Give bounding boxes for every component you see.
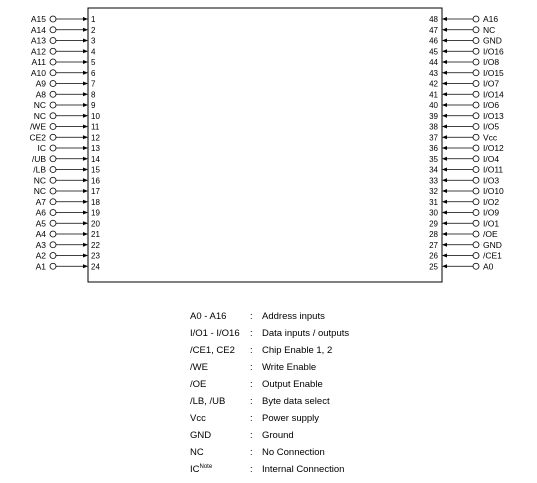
pin-label: NC [33,186,46,196]
pin-arrow-icon [83,146,88,150]
pin-number: 24 [91,262,100,272]
pin-terminal-circle [50,70,56,76]
pin-arrow-icon [83,125,88,129]
pin-label: A14 [30,24,46,35]
legend-separator: : [250,396,253,407]
pin-15 [33,165,100,175]
pin-number: 46 [429,36,438,46]
pin-terminal-circle [50,253,56,259]
pin-number: 32 [429,187,438,196]
pin-number: 39 [429,111,438,121]
pin-8 [36,89,96,99]
pin-arrow-icon [83,157,88,161]
pin-label: I/O9 [483,207,500,218]
pin-19 [36,208,101,218]
pin-number: 40 [429,101,438,110]
legend-symbol: Vcc [190,413,206,424]
pin-terminal-circle [473,59,479,65]
pin-terminal-circle [473,27,479,33]
pin-label: /WE [29,121,46,132]
pin-terminal-circle [50,59,56,65]
pin-terminal-circle [473,156,479,162]
pin-terminal-circle [473,38,479,44]
pin-number: 27 [429,240,438,250]
pin-label: NC [483,24,496,35]
pin-terminal-circle [50,134,56,140]
pin-number: 25 [429,262,438,272]
pin-number: 48 [429,15,438,24]
pin-17 [34,186,101,196]
pin-label: A16 [483,14,499,24]
pin-10 [34,111,101,121]
pin-label: I/O6 [483,100,500,110]
legend-row [190,427,530,444]
pin-terminal-circle [50,210,56,216]
pin-terminal-circle [50,231,56,237]
pin-terminal-circle [473,177,479,183]
pin-arrow-icon [83,82,88,86]
pin-arrow-icon [83,264,88,268]
legend-row [190,308,530,325]
pin-number: 5 [91,58,96,67]
pin-7 [36,79,96,89]
legend-description: Chip Enable 1, 2 [262,345,333,356]
legend-description: Byte data select [262,396,330,407]
pin-13 [38,143,101,153]
pin-label: I/O13 [483,110,504,121]
pin-terminal-circle [50,81,56,87]
pin-arrow-icon [83,168,88,172]
pin-23 [36,251,101,261]
pin-label: A13 [30,35,46,46]
pin-label: I/O7 [483,78,500,89]
legend-separator: : [250,379,253,390]
pin-21 [36,229,101,239]
pin-terminal-circle [473,124,479,130]
pin-terminal-circle [50,124,56,130]
pin-terminal-circle [473,242,479,248]
pin-label: I/O16 [483,46,504,57]
pin-number: 31 [429,197,438,207]
pin-number: 44 [429,58,438,67]
legend-row [190,359,530,376]
pin-9 [34,100,96,110]
pin-terminal-circle [473,70,479,76]
pin-label: A9 [35,78,46,89]
pin-label: A5 [35,218,46,229]
pin-arrow-icon [83,178,88,182]
pin-number: 17 [91,187,100,196]
pin-number: 37 [429,133,438,143]
pin-terminal-circle [50,188,56,194]
pin-14 [32,154,101,164]
pin-label: GND [483,35,502,46]
legend-separator: : [250,345,253,356]
pin-number: 6 [91,68,96,78]
pin-terminal-circle [50,199,56,205]
pin-label: I/O11 [483,164,504,175]
legend-row [190,325,530,342]
pin-terminal-circle [50,242,56,248]
legend-symbol: $IC^{Note}$ [190,463,213,475]
pin-number: 42 [429,79,438,89]
pin-label: A7 [35,196,46,207]
pin-label: I/O3 [483,175,500,186]
pin-3 [31,36,96,46]
pin-terminal-circle [473,263,479,269]
pin-arrow-icon [83,17,88,21]
pin-number: 45 [429,47,438,57]
pin-number: 35 [429,154,438,164]
pin-number: 28 [429,230,438,239]
pin-label: NC [33,100,46,110]
pin-terminal-circle [473,16,479,22]
pin-label: I/O5 [483,121,500,132]
legend-symbol: I/O1 - I/O16 [190,328,240,339]
pin-terminal-circle [473,81,479,87]
legend-symbol: /LB, /UB [190,396,226,407]
pin-terminal-circle [473,134,479,140]
pin-label: A3 [35,239,46,250]
pin-number: 8 [91,90,96,100]
legend-note-superscript: Note [199,463,213,470]
legend-row [190,444,530,461]
pin-terminal-circle [473,210,479,216]
legend-description: Ground [262,430,294,441]
pin-18 [36,197,101,207]
legend-symbol: /WE [190,362,208,373]
pin-number: 22 [91,240,100,250]
pin-label: A0 [483,261,494,272]
pin-label: NC [33,110,46,121]
legend-separator: : [250,362,253,373]
pin-number: 38 [429,122,438,132]
legend-row [190,342,530,359]
legend-symbol: /OE [190,379,207,390]
pin-terminal-circle [50,38,56,44]
pin-terminal-circle [473,48,479,54]
pin-number: 11 [91,122,100,132]
pin-terminal-circle [50,91,56,97]
pin-label: I/O2 [483,196,500,207]
pin-number: 12 [91,133,100,143]
pin-label: I/O10 [483,186,504,196]
pin-label: I/O14 [483,89,504,100]
pin-number: 20 [91,219,100,229]
pin-1 [31,14,96,24]
pin-terminal-circle [50,16,56,22]
pin-arrow-icon [83,71,88,75]
pin-label: A2 [35,250,46,261]
legend-description: Output Enable [262,379,323,390]
pin-22 [36,240,101,250]
pin-number: 15 [91,165,100,175]
legend-symbol: NC [190,447,204,458]
legend-description: Address inputs [262,311,325,322]
legend-symbol: /CE1, CE2 [190,345,235,356]
chip-body [88,8,442,282]
pin-number: 23 [91,251,100,261]
pin-label: I/O4 [483,153,500,164]
legend-row [190,461,530,478]
pin-arrow-icon [83,39,88,43]
pin-16 [34,175,101,185]
legend-description: Data inputs / outputs [262,328,350,339]
pin-number: 2 [91,25,96,35]
pin-6 [31,68,96,78]
pin-arrow-icon [83,103,88,107]
pin-2 [31,25,96,35]
pin-arrow-icon [83,28,88,32]
pin-label: A12 [30,46,46,57]
pin-label: A15 [30,14,46,24]
legend-symbol: GND [190,430,212,441]
legend-description: Internal Connection [262,464,345,475]
pin-terminal-circle [50,113,56,119]
pin-label: GND [483,239,502,250]
pin-terminal-circle [473,91,479,97]
legend-symbol: A0 - A16 [190,311,227,322]
pin-terminal-circle [50,48,56,54]
pin-number: 7 [91,79,96,89]
legend-description: Power supply [262,413,320,424]
pin-terminal-circle [473,231,479,237]
pin-label: A1 [35,261,46,272]
legend-separator: : [250,311,253,322]
pin-arrow-icon [83,232,88,236]
pin-terminal-circle [473,253,479,259]
pin-terminal-circle [50,27,56,33]
pin-label: CE2 [29,132,46,143]
pin-number: 14 [91,154,100,164]
pin-arrow-icon [83,200,88,204]
legend-row [190,410,530,427]
pin-terminal-circle [473,188,479,194]
pin-number: 41 [429,90,438,100]
pin-label: I/O12 [483,143,504,153]
pin-number: 9 [91,101,96,110]
legend-separator: : [250,413,253,424]
pin-5 [32,57,97,67]
pin-number: 16 [91,176,100,186]
pin-4 [31,46,96,56]
pin-number: 34 [429,165,438,175]
pin-number: 26 [429,251,438,261]
pin-terminal-circle [473,113,479,119]
pin-label: I/O8 [483,57,500,67]
pin-label: IC [37,143,46,153]
pin-number: 1 [91,15,96,24]
pin-number: 13 [91,144,100,153]
pin-number: 21 [91,230,100,239]
pin-arrow-icon [83,49,88,53]
pin-terminal-circle [50,167,56,173]
pin-arrow-icon [83,189,88,193]
pin-legend [190,308,530,478]
pin-label: A6 [35,207,46,218]
pin-number: 47 [429,25,438,35]
pin-label: I/O15 [483,67,504,78]
pin-terminal-circle [50,263,56,269]
pin-arrow-icon [83,254,88,258]
pin-label: /LB [33,164,46,175]
legend-separator: : [250,447,253,458]
pin-number: 4 [91,47,96,57]
pin-number: 10 [91,111,100,121]
legend-separator: : [250,328,253,339]
pin-24 [36,261,101,271]
pin-terminal-circle [473,199,479,205]
pin-number: 18 [91,197,100,207]
pin-label: I/O1 [483,218,500,229]
pin-terminal-circle [50,145,56,151]
pin-number: 3 [91,36,96,46]
pin-label: A4 [35,229,46,239]
legend-separator: : [250,464,253,475]
pin-arrow-icon [83,243,88,247]
legend-row [190,376,530,393]
pin-label: NC [33,175,46,186]
pin-label: Vcc [483,132,498,143]
pin-terminal-circle [473,167,479,173]
pin-terminal-circle [473,145,479,151]
pin-terminal-circle [50,220,56,226]
legend-description: Write Enable [262,362,317,373]
pin-number: 33 [429,176,438,186]
legend-separator: : [250,430,253,441]
pin-arrow-icon [83,211,88,215]
legend-description: No Connection [262,447,325,458]
pin-terminal-circle [473,102,479,108]
pin-terminal-circle [50,156,56,162]
pin-label: /OE [483,229,498,239]
pin-label: /CE1 [483,250,502,261]
pin-arrow-icon [83,135,88,139]
pin-label: A10 [30,67,46,78]
pin-number: 19 [91,208,100,218]
pin-label: A11 [31,57,46,67]
pin-number: 30 [429,208,438,218]
pin-terminal-circle [50,177,56,183]
pin-arrow-icon [83,221,88,225]
pin-terminal-circle [473,220,479,226]
pin-arrow-icon [83,92,88,96]
pin-number: 29 [429,219,438,229]
pin-number: 36 [429,144,438,153]
legend-row [190,393,530,410]
pin-arrow-icon [83,114,88,118]
pin-label: /UB [31,153,46,164]
pin-label: A8 [35,89,46,100]
pin-arrow-icon [83,60,88,64]
pin-number: 43 [429,68,438,78]
pin-20 [36,218,101,228]
pin-terminal-circle [50,102,56,108]
